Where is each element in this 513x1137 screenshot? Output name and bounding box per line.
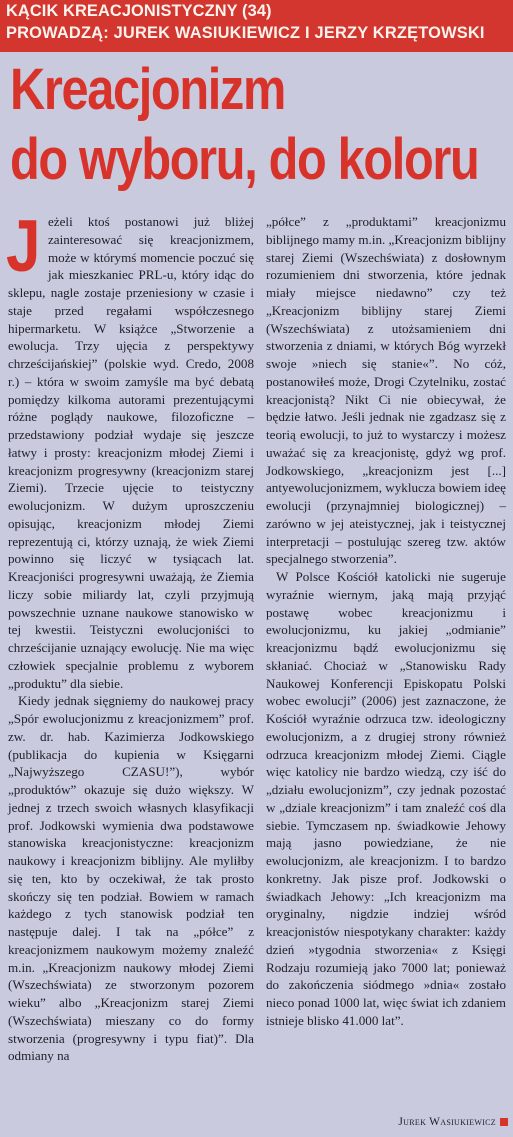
article-column-right bbox=[266, 213, 506, 1030]
article-paragraph bbox=[6, 206, 254, 692]
drop-cap: J bbox=[6, 206, 41, 287]
column-kicker: KĄCIK KREACJONISTYCZNY (34) bbox=[6, 2, 272, 20]
article-column-left bbox=[6, 206, 254, 1065]
author-byline bbox=[358, 1116, 508, 1128]
article-paragraph: Kiedy jednak sięgniemy do naukowej pracy „Spór ewolucjonizmu z kreacjonizmem” prof. zw. dr. hab. Kazimierza Jodkowskiego (publikacja do kupienia w Księgarni „Najwyższego CZASU!”), wybór „produktów” okazuje się dużo większy. W jednej z trzech swoich własnych klasyfikacji prof. Jodkowski wymienia dwa podstawowe stanowiska kreacjonistyczne: kreacjonizm naukowy i kreacjonizm biblijny. Ale myliłby się ten, kto by oczekiwał, że tak prosto skończy się ten podział. Bowiem w ramach każdego z tych stanowisk podział ten następuje dalej. I tak na „półce” z kreacjonizmem naukowym możemy znaleźć m.in. „Kreacjonizm naukowy młodej Ziemi (Wszechświata) ze stworzonym pozorem wieku” albo „Kreacjonizm starej Ziemi (Wszechświata) mieszany co do formy stworzenia (progresywny i typu fiat)”. Dla odmiany na bbox=[8, 693, 254, 1064]
article-paragraph: W Polsce Kościół katolicki nie sugeruje wyraźnie wiernym, jaką mają przyjąć postawę wobec kreacjonizmu i ewolucjonizmu, ku jakiej „odmianie” kreacjonizmu bądź ewolucjonizmu się skłaniać. Chociaż w „Stanowisku Rady Naukowej Konferencji Episkopatu Polski wobec ewolucji” (2006) jest zaznaczone, że Kościół wyraźnie odrzuca tzw. ideologiczny ewolucjonizm, a z drugiej strony również odrzuca kreacjonizm młodej Ziemi. Ciągle więc katolicy nie bardzo wiedzą, czy iść do „działu ewolucjonizm”, czy jednak pozostać w „dziale kreacjonizm” i tam znaleźć coś dla siebie. Tymczasem np. świadkowie Jehowy mają jasno powiedziane, że nie ewolucjonizm, ale kreacjonizm. I to bardzo konkretny. Jak pisze prof. Jodkowski o świadkach Jehowy: „Ich kreacjonizm ma oryginalny, nigdzie indziej wśród kreacjonistów niespotykany charakter: każdy dzień »tygodnia stworzenia« z Księgi Rodzaju rozumieją jako 7000 lat; ponieważ do zakończenia siódmego »dnia« zostało nieco ponad 1000 lat, więc świat ich zdaniem istnieje blisko 41.000 lat”. bbox=[266, 569, 506, 1028]
headline-line-1: Kreacjonizm bbox=[10, 57, 285, 122]
paragraph-text: eżeli ktoś postanowi już bliżej zainteresować się kreacjonizmem, może w którymś momencie poczuć się jak mieszkaniec PRL-u, który idąc do sklepu, nagle zostaje przeniesiony w czasie i staje przed regałami współczesnego hipermarketu. W książce „Stworzenie a ewolucja. Trzy ujęcia z perspektywy chrześcijańskiej” (polskie wyd. Credo, 2008 r.) – która w swoim zamyśle ma być debatą pomiędzy kilkoma autorami prezentującymi różne poglądy naukowe, filozoficzne – przedstawiony podział wydaje się jeszcze łatwy i prosty: kreacjonizm młodej Ziemi i kreacjonizm progresywny (kreacjonizm starej Ziemi). Trzecie ujęcie to teistyczny ewolucjonizm. W dużym uproszczeniu opisując, kreacjonizm młodej Ziemi reprezentują ci, którzy uznają, że wiek Ziemi powinno się liczyć w tysiącach lat. Kreacjoniści progresywni uważają, że Ziemia liczy sobie miliardy lat, czyli przyjmują powszechnie uznane naukowe stanowisko w tej kwestii. Teistyczni ewolucjoniści to chrześcijanie uznający ewolucję. Nie ma więc człowiek specjalnie problemu z wyborem „produktu” dla siebie. bbox=[8, 214, 254, 691]
byline-text: Jurek Wasiukiewicz bbox=[398, 1116, 496, 1128]
article-paragraph: „półce” z „produktami” kreacjonizmu biblijnego mamy m.in. „Kreacjonizm biblijny starej Ziemi (Wszechświata) z dosłownym rozumieniem dni stworzenia, które jednak miały miejsce niedawno” czy też „Kreacjonizm biblijny starej Ziemi (Wszechświata) z utożsamieniem dni stworzenia z dniami, w których Bóg wyrzekł swoje »niech się stanie«”. No cóż, postanowiłeś może, Drogi Czytelniku, zostać kreacjonistą? Nikt Ci nie obiecywał, że będzie łatwo. Jeśli jednak nie zgadzasz się z teorią ewolucji, to już to wystarczy i możesz uważać się za kreacjonistę, gdyż wg prof. Jodkowskiego, „kreacjonizm jest [...] antyewolucjonizmem, wyklucza bowiem ideę ewolucji (przynajmniej biologicznej) – zarówno w jej ateistycznej, jak i teistycznej interpretacji – postulując szereg tzw. aktów specjalnego stworzenia”. bbox=[266, 214, 507, 567]
end-mark-icon bbox=[500, 1118, 508, 1126]
headline-line-2: do wyboru, do koloru bbox=[10, 127, 479, 192]
column-hosts: PROWADZĄ: JUREK WASIUKIEWICZ I JERZY KRZĘTOWSKI bbox=[6, 24, 485, 42]
